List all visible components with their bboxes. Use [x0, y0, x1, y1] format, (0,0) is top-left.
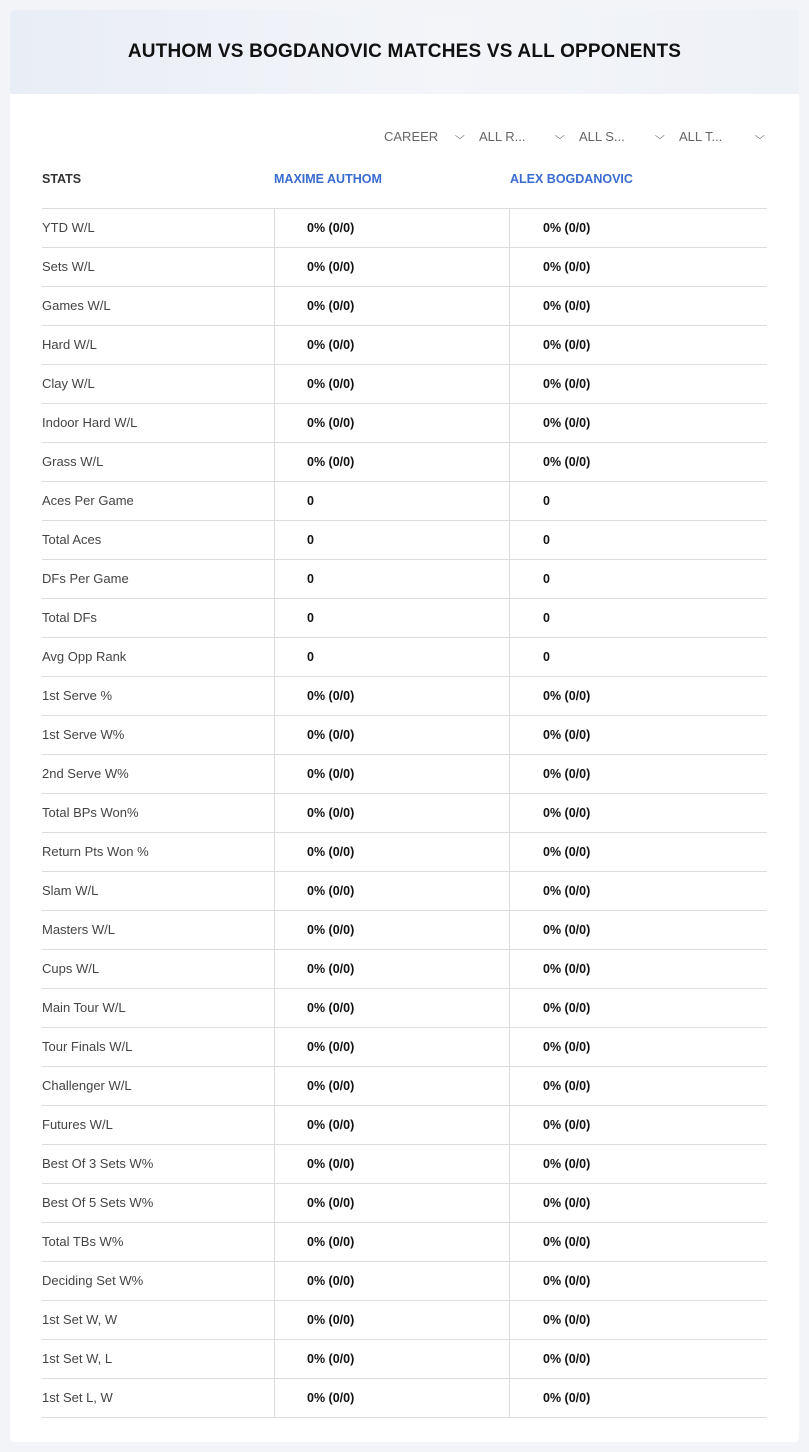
stat-label: Total Aces [42, 532, 102, 547]
table-row [42, 911, 767, 950]
stat-label: Hard W/L [42, 337, 97, 352]
player1-value: 0% (0/0) [274, 950, 509, 988]
player2-value: 0% (0/0) [509, 677, 767, 715]
stat-label: DFs Per Game [42, 571, 129, 586]
stat-label: Total BPs Won% [42, 805, 139, 820]
player1-value: 0% (0/0) [274, 1223, 509, 1261]
table-header [42, 170, 767, 208]
stat-label: 2nd Serve W% [42, 766, 129, 781]
stat-label: Aces Per Game [42, 493, 134, 508]
stat-label: YTD W/L [42, 220, 95, 235]
table-row [42, 794, 767, 833]
filter-round-select[interactable] [479, 126, 564, 146]
player1-value: 0% (0/0) [274, 794, 509, 832]
player2-value: 0% (0/0) [509, 1106, 767, 1144]
filter-tournament-select[interactable] [679, 126, 764, 146]
filter-career-select[interactable] [384, 126, 464, 146]
stat-label: Return Pts Won % [42, 844, 149, 859]
player2-value: 0% (0/0) [509, 911, 767, 949]
player1-value: 0 [274, 482, 509, 520]
player1-value: 0 [274, 599, 509, 637]
table-row [42, 1223, 767, 1262]
stat-label: Futures W/L [42, 1117, 113, 1132]
stats-card [10, 10, 799, 1442]
table-row [42, 950, 767, 989]
player2-value: 0% (0/0) [509, 1145, 767, 1183]
player1-value: 0 [274, 521, 509, 559]
table-row [42, 638, 767, 677]
stat-label: Slam W/L [42, 883, 99, 898]
stat-label: Tour Finals W/L [42, 1039, 133, 1054]
stat-label: Challenger W/L [42, 1078, 132, 1093]
stat-label: Clay W/L [42, 376, 95, 391]
stat-label: Avg Opp Rank [42, 649, 127, 664]
filter-label: ALL R... [479, 128, 526, 144]
player1-value: 0% (0/0) [274, 365, 509, 403]
player1-value: 0% (0/0) [274, 1301, 509, 1339]
player2-value: 0% (0/0) [509, 326, 767, 364]
table-row [42, 1145, 767, 1184]
stat-label: Cups W/L [42, 961, 100, 976]
table-row [42, 1340, 767, 1379]
column-header-player2-link[interactable]: ALEX BOGDANOVIC [510, 172, 633, 186]
player1-value: 0% (0/0) [274, 677, 509, 715]
player2-value: 0 [509, 521, 767, 559]
table-row [42, 1106, 767, 1145]
player1-value: 0% (0/0) [274, 326, 509, 364]
chevron-down-icon: ⌵ [555, 130, 566, 142]
table-row [42, 521, 767, 560]
player1-value: 0% (0/0) [274, 1145, 509, 1183]
player1-value: 0% (0/0) [274, 989, 509, 1027]
player2-value: 0% (0/0) [509, 404, 767, 442]
player1-value: 0% (0/0) [274, 404, 509, 442]
player1-value: 0% (0/0) [274, 1028, 509, 1066]
table-row [42, 482, 767, 521]
player2-value: 0% (0/0) [509, 716, 767, 754]
stat-label: Best Of 5 Sets W% [42, 1195, 154, 1210]
player1-value: 0% (0/0) [274, 755, 509, 793]
table-row [42, 287, 767, 326]
player2-value: 0% (0/0) [509, 872, 767, 910]
table-row [42, 1262, 767, 1301]
table-row [42, 365, 767, 404]
player2-value: 0% (0/0) [509, 833, 767, 871]
chevron-down-icon: ⌵ [655, 130, 666, 142]
table-row [42, 209, 767, 248]
player1-value: 0% (0/0) [274, 911, 509, 949]
player1-value: 0% (0/0) [274, 1184, 509, 1222]
player2-value: 0 [509, 638, 767, 676]
player1-value: 0% (0/0) [274, 248, 509, 286]
page-title: AUTHOM VS BOGDANOVIC MATCHES VS ALL OPPONENTS [127, 41, 682, 62]
player1-value: 0% (0/0) [274, 209, 509, 247]
player2-value: 0% (0/0) [509, 950, 767, 988]
table-row [42, 326, 767, 365]
stat-label: Total DFs [42, 610, 97, 625]
player2-value: 0% (0/0) [509, 248, 767, 286]
column-header-stats: STATS [42, 172, 82, 186]
player2-value: 0% (0/0) [509, 794, 767, 832]
filter-bar [10, 126, 799, 146]
table-row [42, 716, 767, 755]
player2-value: 0% (0/0) [509, 365, 767, 403]
player1-value: 0% (0/0) [274, 833, 509, 871]
table-row [42, 755, 767, 794]
player2-value: 0% (0/0) [509, 1262, 767, 1300]
stat-label: Best Of 3 Sets W% [42, 1156, 154, 1171]
stat-label: 1st Set W, W [42, 1312, 118, 1327]
filter-label: CAREER [384, 128, 439, 144]
table-row [42, 404, 767, 443]
table-row [42, 1028, 767, 1067]
player2-value: 0 [509, 482, 767, 520]
table-row [42, 1067, 767, 1106]
stat-label: Indoor Hard W/L [42, 415, 138, 430]
stat-label: Deciding Set W% [42, 1273, 144, 1288]
player2-value: 0% (0/0) [509, 209, 767, 247]
card-header [10, 10, 799, 94]
chevron-down-icon: ⌵ [755, 130, 766, 142]
player1-value: 0% (0/0) [274, 1340, 509, 1378]
stat-label: Games W/L [42, 298, 111, 313]
player2-value: 0 [509, 599, 767, 637]
table-row [42, 1184, 767, 1223]
table-row [42, 248, 767, 287]
table-row [42, 989, 767, 1028]
player1-value: 0% (0/0) [274, 1106, 509, 1144]
stat-label: 1st Serve % [42, 688, 113, 703]
stat-label: Total TBs W% [42, 1234, 124, 1249]
player1-value: 0% (0/0) [274, 716, 509, 754]
stat-label: 1st Set W, L [42, 1351, 113, 1366]
player2-value: 0% (0/0) [509, 1184, 767, 1222]
player1-value: 0% (0/0) [274, 1262, 509, 1300]
player2-value: 0% (0/0) [509, 989, 767, 1027]
player2-value: 0% (0/0) [509, 1067, 767, 1105]
table-row [42, 1379, 767, 1418]
column-header-player1-link[interactable]: MAXIME AUTHOM [274, 172, 382, 186]
player1-value: 0 [274, 638, 509, 676]
player2-value: 0% (0/0) [509, 287, 767, 325]
filter-surface-select[interactable] [579, 126, 664, 146]
filter-label: ALL T... [679, 128, 723, 144]
stat-label: 1st Set L, W [42, 1390, 113, 1405]
stat-label: Grass W/L [42, 454, 104, 469]
filter-label: ALL S... [579, 128, 625, 144]
chevron-down-icon: ⌵ [455, 130, 466, 142]
player2-value: 0% (0/0) [509, 755, 767, 793]
stat-label: Masters W/L [42, 922, 115, 937]
table-row [42, 443, 767, 482]
table-row [42, 599, 767, 638]
stats-table-body [42, 208, 767, 1418]
player2-value: 0% (0/0) [509, 1340, 767, 1378]
player2-value: 0% (0/0) [509, 1379, 767, 1417]
stat-label: Sets W/L [42, 259, 95, 274]
player1-value: 0% (0/0) [274, 443, 509, 481]
table-row [42, 677, 767, 716]
player1-value: 0% (0/0) [274, 287, 509, 325]
table-row [42, 872, 767, 911]
player2-value: 0% (0/0) [509, 1028, 767, 1066]
player2-value: 0% (0/0) [509, 1301, 767, 1339]
player2-value: 0% (0/0) [509, 443, 767, 481]
player1-value: 0% (0/0) [274, 872, 509, 910]
stat-label: 1st Serve W% [42, 727, 125, 742]
stat-label: Main Tour W/L [42, 1000, 126, 1015]
player1-value: 0 [274, 560, 509, 598]
table-row [42, 833, 767, 872]
table-row [42, 1301, 767, 1340]
player1-value: 0% (0/0) [274, 1379, 509, 1417]
table-row [42, 560, 767, 599]
player2-value: 0% (0/0) [509, 1223, 767, 1261]
player2-value: 0 [509, 560, 767, 598]
player1-value: 0% (0/0) [274, 1067, 509, 1105]
